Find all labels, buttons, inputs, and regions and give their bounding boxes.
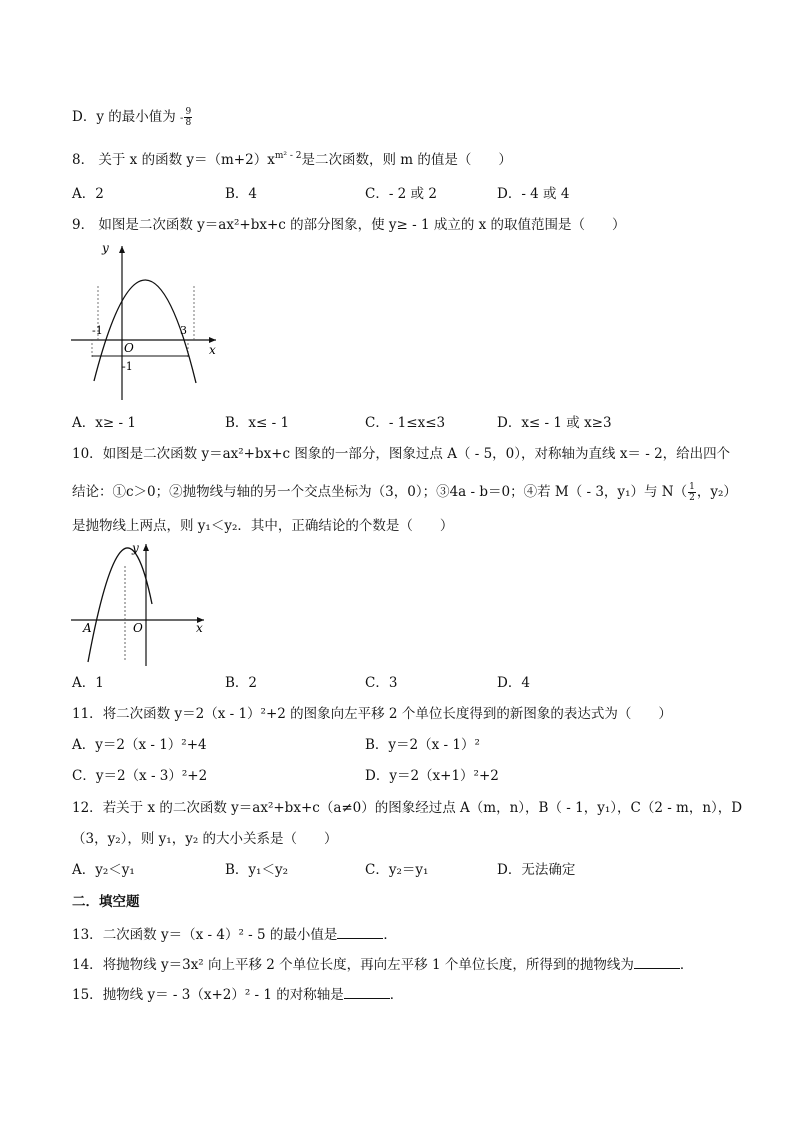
q14-text: 将抛物线 y＝3x² 向上平移 2 个单位长度，再向左平移 1 个单位长度，所得到的抛物线为	[102, 957, 634, 973]
q12-option-c: C．y₂＝y₁	[365, 862, 429, 878]
q10-stem-line-1	[72, 445, 730, 463]
q8-text-2: 是二次函数，则 m 的值是（ ）	[301, 152, 512, 168]
q8-option-a: A．2	[72, 186, 104, 202]
q8-option-d: D．- 4 或 4	[497, 186, 570, 202]
q13-number: 13．	[72, 927, 103, 943]
q11-option-a: A．y＝2（x - 1）²+4	[72, 737, 207, 753]
q7-option-d-fraction	[184, 107, 192, 128]
q15-text: 抛物线 y＝ - 3（x+2）² - 1 的对称轴是	[102, 987, 344, 1003]
q10-stem-line-3	[72, 517, 453, 535]
q8-text-1: 关于 x 的函数 y＝（m+2）x	[98, 152, 275, 168]
q9-text: 如图是二次函数 y＝ax²+bx+c 的部分图象，使 y≥ - 1 成立的 x 的取值范围是（ ）	[98, 217, 626, 233]
q10-option-a: A．1	[72, 675, 104, 691]
q10-x-label: x	[196, 621, 203, 635]
q9-x-label: x	[209, 343, 216, 357]
q10-option-b: B．2	[225, 675, 258, 691]
q12-text-1: 若关于 x 的二次函数 y＝ax²+bx+c（a≠0）的图象经过点 A（m，n），B（ - 1，y₁），C（2 - m，n），D	[102, 800, 743, 816]
q14-end: ．	[679, 957, 694, 973]
q9-y-label: y	[102, 241, 109, 255]
q7-option-d	[72, 107, 193, 128]
q10-number: 10．	[72, 446, 103, 462]
q15-end: ．	[389, 987, 404, 1003]
q7-option-d-label: D．	[72, 109, 97, 125]
q8-number: 8．	[72, 152, 95, 168]
q9-right-root-label: 3	[180, 324, 187, 337]
q10-y-label: y	[132, 541, 139, 555]
q10-parabola-graph	[66, 538, 216, 668]
q11-number: 11．	[72, 706, 103, 722]
section-2-title: 二．填空题	[72, 894, 140, 910]
q10-y-axis-arrow	[143, 544, 149, 551]
q12-number: 12．	[72, 800, 103, 816]
q14-answer-blank[interactable]	[634, 956, 680, 969]
fraction-denominator: 8	[185, 118, 192, 128]
q7-option-d-text: y 的最小值为	[96, 109, 176, 125]
q11-option-d: D．y＝2（x+1）²+2	[365, 768, 499, 784]
q15-stem	[72, 986, 403, 1004]
q9-option-c: C．- 1≤x≤3	[365, 415, 446, 431]
q10-origin-label: O	[133, 621, 143, 635]
q9-origin-label: O	[124, 341, 134, 355]
q15-number: 15．	[72, 987, 103, 1003]
q12-stem-line-1	[72, 799, 742, 817]
q9-parabola-graph	[66, 238, 226, 403]
q10-option-c: C．3	[365, 675, 398, 691]
q8-stem	[72, 151, 512, 169]
q11-option-b: B．y＝2（x - 1）²	[365, 737, 480, 753]
q12-stem-line-2	[72, 830, 338, 848]
q12-option-d: D．无法确定	[497, 862, 576, 878]
q8-option-b: B．4	[225, 186, 258, 202]
fraction-numerator: 9	[185, 107, 192, 117]
q8-exponent: m² - 2	[274, 151, 302, 161]
q13-answer-blank[interactable]	[337, 926, 383, 939]
q9-option-b: B．x≤ - 1	[225, 415, 290, 431]
q9-left-root-label: -1	[92, 324, 103, 337]
q13-stem	[72, 926, 397, 944]
q7-option-d-sign: -	[180, 113, 184, 124]
q10-point-a-label: A	[83, 621, 92, 635]
q11-stem	[72, 705, 672, 723]
q13-text: 二次函数 y＝（x - 4）² - 5 的最小值是	[102, 927, 338, 943]
q10-text-3: 是抛物线上两点，则 y₁＜y₂．其中，正确结论的个数是（ ）	[72, 518, 454, 534]
q9-y-mark-label: -1	[122, 360, 133, 373]
q10-text-2b: ，y₂）	[696, 484, 737, 500]
fraction-numerator: 1	[689, 482, 695, 492]
q9-number: 9．	[72, 217, 95, 233]
q10-stem-line-2	[72, 482, 737, 503]
q9-option-a: A．x≥ - 1	[72, 415, 136, 431]
q13-end: ．	[383, 927, 397, 943]
q14-stem	[72, 956, 693, 974]
q10-text-2a: 结论：①c＞0；②抛物线与轴的另一个交点坐标为（3，0）；③4a - b＝0；④若 M（ - 3，y₁）与 N（	[72, 484, 688, 500]
q10-text-1: 如图是二次函数 y＝ax²+bx+c 图象的一部分，图象过点 A（ - 5，0），对称轴为直线 x＝ - 2，给出四个	[102, 446, 731, 462]
fraction-denominator: 2	[689, 493, 695, 503]
q10-option-d: D．4	[497, 675, 530, 691]
q9-stem	[72, 216, 626, 234]
q12-text-2: （3，y₂），则 y₁，y₂ 的大小关系是（ ）	[72, 831, 338, 847]
q14-number: 14．	[72, 957, 103, 973]
q9-y-axis-arrow	[119, 246, 125, 253]
q12-option-a: A．y₂＜y₁	[72, 862, 135, 878]
q12-option-b: B．y₁＜y₂	[225, 862, 288, 878]
q10-fraction	[688, 482, 696, 503]
q11-option-c: C．y＝2（x - 3）²+2	[72, 768, 208, 784]
q15-answer-blank[interactable]	[344, 986, 390, 999]
q9-option-d: D．x≤ - 1 或 x≥3	[497, 415, 612, 431]
q8-option-c: C．- 2 或 2	[365, 186, 437, 202]
q10-parabola-curve	[88, 548, 152, 662]
q11-text: 将二次函数 y＝2（x - 1）²+2 的图象向左平移 2 个单位长度得到的新图象的表达式为（ ）	[102, 706, 672, 722]
